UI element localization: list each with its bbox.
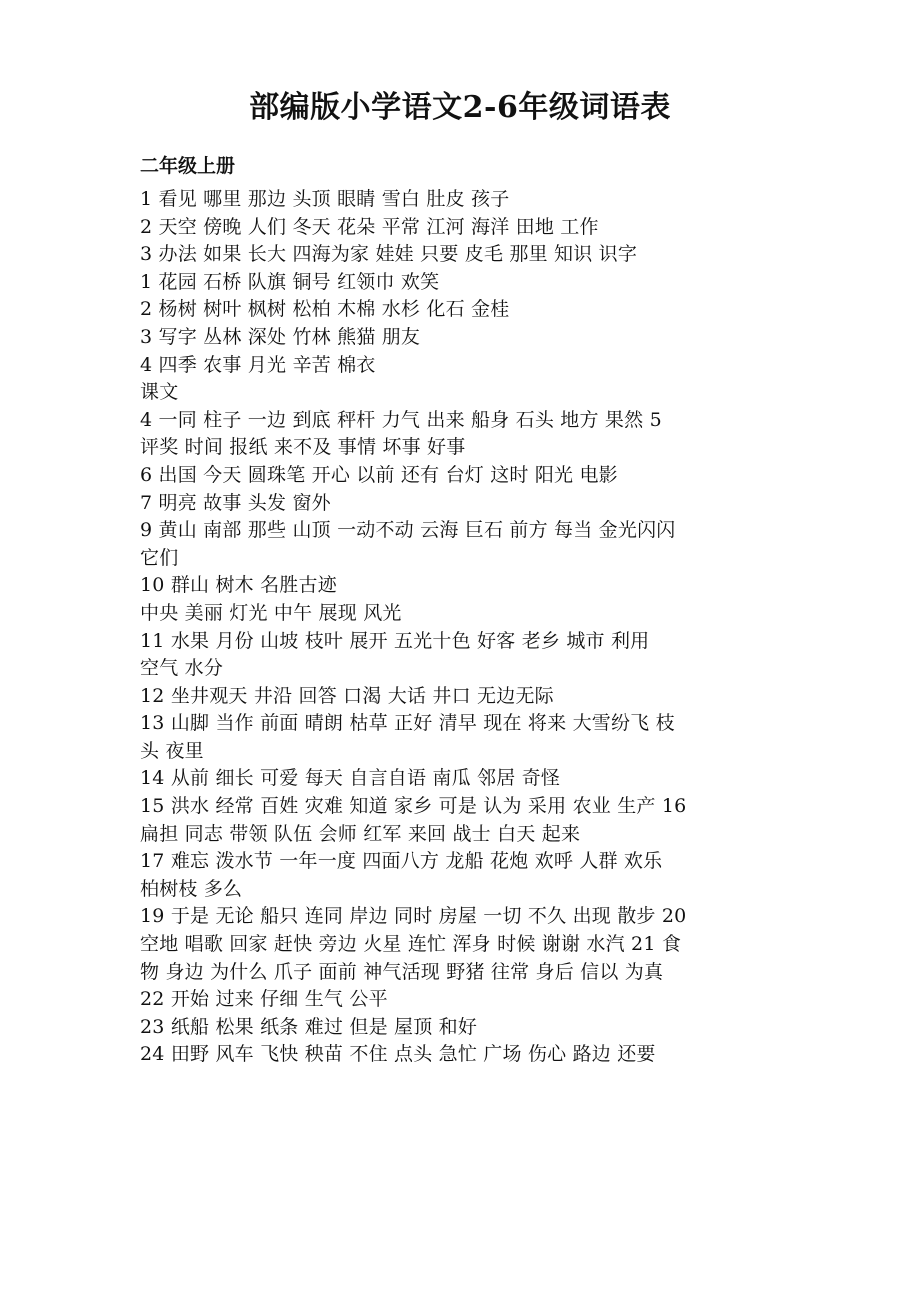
vocabulary-line: 15 洪水 经常 百姓 灾难 知道 家乡 可是 认为 采用 农业 生产 16 [140, 795, 687, 818]
vocabulary-line: 空地 唱歌 回家 赶快 旁边 火星 连忙 浑身 时候 谢谢 水汽 21 食 [140, 933, 682, 956]
vocabulary-line: 14 从前 细长 可爱 每天 自言自语 南瓜 邻居 奇怪 [140, 767, 561, 790]
vocabulary-line: 19 于是 无论 船只 连同 岸边 同时 房屋 一切 不久 出现 散步 20 [140, 905, 687, 928]
vocabulary-line: 12 坐井观天 井沿 回答 口渴 大话 井口 无边无际 [140, 684, 554, 707]
vocabulary-line: 13 山脚 当作 前面 晴朗 枯草 正好 清早 现在 将来 大雪纷飞 枝 [140, 712, 675, 735]
vocabulary-line: 它们 [140, 546, 179, 569]
vocabulary-line: 24 田野 风车 飞快 秧苗 不住 点头 急忙 广场 伤心 路边 还要 [140, 1043, 656, 1066]
subsection-label: 课文 [140, 381, 179, 404]
vocabulary-line: 22 开始 过来 仔细 生气 公平 [140, 988, 388, 1011]
vocabulary-line: 7 明亮 故事 头发 窗外 [140, 491, 331, 514]
section-heading: 二年级上册 [140, 155, 236, 177]
vocabulary-line: 3 办法 如果 长大 四海为家 娃娃 只要 皮毛 那里 知识 识字 [140, 243, 638, 266]
vocabulary-line: 3 写字 丛林 深处 竹林 熊猫 朋友 [140, 325, 421, 348]
vocabulary-line: 6 出国 今天 圆珠笔 开心 以前 还有 台灯 这时 阳光 电影 [140, 463, 618, 486]
vocabulary-line: 4 四季 农事 月光 辛苦 棉衣 [140, 353, 376, 376]
vocabulary-list [140, 186, 800, 1069]
vocabulary-line: 9 黄山 南部 那些 山顶 一动不动 云海 巨石 前方 每当 金光闪闪 [140, 519, 676, 542]
vocabulary-line: 头 夜里 [140, 739, 204, 762]
vocabulary-line: 1 花园 石桥 队旗 铜号 红领巾 欢笑 [140, 270, 440, 293]
vocabulary-line: 中央 美丽 灯光 中午 展现 风光 [140, 601, 402, 624]
vocabulary-line: 评奖 时间 报纸 来不及 事情 坏事 好事 [140, 436, 466, 459]
page-title: 部编版小学语文2-6年级词语表 [249, 90, 671, 125]
vocabulary-line: 2 杨树 树叶 枫树 松柏 木棉 水杉 化石 金桂 [140, 298, 510, 321]
vocabulary-line: 2 天空 傍晚 人们 冬天 花朵 平常 江河 海洋 田地 工作 [140, 215, 599, 238]
vocabulary-line: 10 群山 树木 名胜古迹 [140, 574, 337, 597]
vocabulary-line: 4 一同 柱子 一边 到底 秤杆 力气 出来 船身 石头 地方 果然 5 [140, 408, 662, 431]
vocabulary-line: 11 水果 月份 山坡 枝叶 展开 五光十色 好客 老乡 城市 利用 [140, 629, 650, 652]
vocabulary-line: 23 纸船 松果 纸条 难过 但是 屋顶 和好 [140, 1015, 478, 1038]
vocabulary-line: 物 身边 为什么 爪子 面前 神气活现 野猪 往常 身后 信以 为真 [140, 960, 664, 983]
vocabulary-line: 17 难忘 泼水节 一年一度 四面八方 龙船 花炮 欢呼 人群 欢乐 [140, 850, 663, 873]
vocabulary-line: 柏树枝 多么 [140, 877, 243, 900]
vocabulary-line: 1 看见 哪里 那边 头顶 眼睛 雪白 肚皮 孩子 [140, 188, 510, 210]
vocabulary-line: 空气 水分 [140, 657, 224, 680]
vocabulary-line: 扁担 同志 带领 队伍 会师 红军 来回 战士 白天 起来 [140, 822, 581, 845]
